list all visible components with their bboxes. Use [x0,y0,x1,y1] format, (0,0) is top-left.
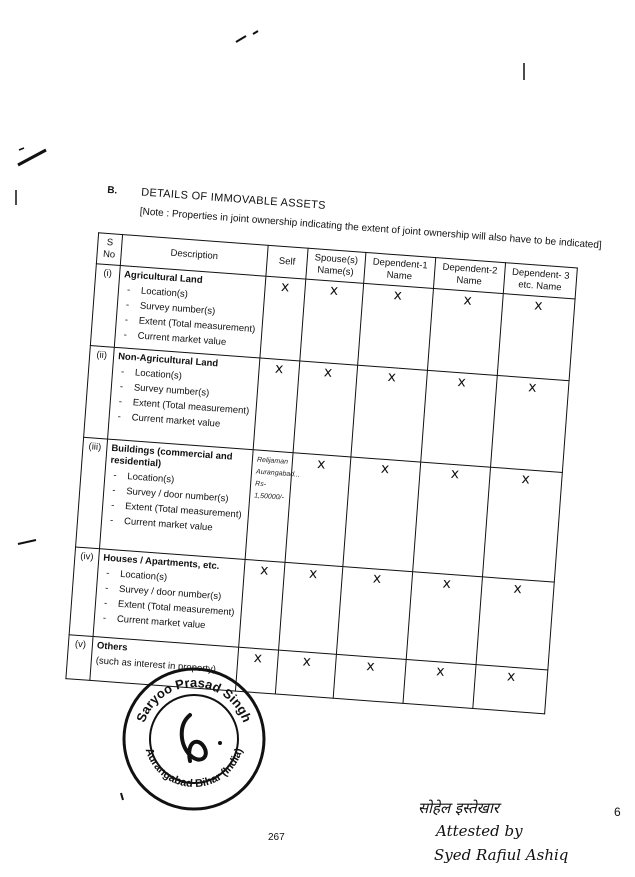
cross-mark: x [482,467,562,582]
header-sno: S No [96,233,122,266]
notary-seal-stamp [120,665,268,813]
cross-mark: x [413,462,491,577]
row-item: - Current market value [106,515,244,537]
row-item: (such as interest in property) [95,655,217,676]
row-item: - Survey number(s) [121,299,259,321]
handwritten-note: Relijaman Aurangabad... Rs-1,50000/- [254,456,301,502]
cross-mark: x [336,567,412,660]
cross-mark: x [351,365,428,462]
row-item: - Location(s) [123,284,261,306]
row-category: Others [96,640,128,654]
row-sno: (ii) [84,346,115,440]
row-description [100,439,254,559]
row-item: - Extent (Total measurement) [107,500,245,522]
row-item: - Location(s) [102,568,240,590]
row-item: - Survey number(s) [115,381,253,403]
signature-line-3: Syed Rafiul Ashiq [434,846,569,864]
row-item: - Location(s) [109,470,247,492]
stamp-signature-mark [182,715,206,761]
cross-mark: x [403,660,476,709]
row-item: - Current market value [119,329,257,351]
immovable-assets-table [65,232,578,714]
stamp-top-text: Saryoo Prasad Singh [133,674,255,725]
row-item: - Current market value [113,411,251,433]
row-sno: (i) [90,264,120,348]
cross-mark: x [275,650,336,698]
row-item: - Current market value [98,612,236,634]
cross-mark: x [421,370,498,467]
row-item: - Extent (Total measurement) [114,396,252,418]
section-title: DETAILS OF IMMOVABLE ASSETS [140,186,327,212]
header-description: Description [120,235,268,277]
page-number: 267 [268,832,285,843]
cross-mark: x [253,358,300,453]
header-self: Self [266,245,308,279]
cross-mark: x [497,294,575,381]
cross-mark: x [300,279,364,365]
header-dependent-3: Dependent- 3 etc. Name [503,263,577,299]
cross-mark: x [333,654,406,703]
section-number: B. [106,184,118,197]
signature-line-2: Attested by [436,822,523,840]
row-sno: (v) [66,635,93,681]
cross-mark: x [239,559,285,650]
cross-mark: x [358,283,434,370]
stamp-bottom-text: Aurangabad Bihar (India) [142,746,246,791]
svg-text:Aurangabad Bihar (India) [143,747,246,791]
row-sno: (iv) [69,547,99,637]
header-spouse: Spouse(s) Name(s) [306,248,366,283]
row-category: Houses / Apartments, etc. [102,552,220,573]
cross-mark: x [473,665,548,714]
row-item: - Extent (Total measurement) [100,597,238,619]
cross-mark: x [285,453,351,567]
cross-mark: x [343,457,421,572]
cross-mark: x [476,577,554,670]
header-dependent-1: Dependent-1 Name [364,252,436,288]
cross-mark: x [260,276,306,361]
cross-mark: x [406,572,482,665]
row-category: Buildings (commercial and residential) [110,442,233,470]
row-sno: (iii) [76,437,108,548]
row-description [108,347,260,449]
row-item: - Extent (Total measurement) [120,314,258,336]
row-category: Agricultural Land [123,269,203,287]
cross-mark: x [235,647,278,694]
attestation-signature [418,796,618,876]
cross-mark: x [279,562,343,654]
row-item: - Survey / door number(s) [101,582,239,604]
cross-mark: x [491,375,570,472]
row-description [93,549,245,647]
row-category: Non-Agricultural Land [117,351,219,370]
signature-line-1: सोहेल इस्तेखार [418,799,499,817]
corner-number: 6 [614,805,621,819]
cross-mark: x [293,361,358,457]
header-dependent-2: Dependent-2 Name [433,258,505,294]
row-item: - Survey / door number(s) [108,485,246,507]
row-description [114,266,266,358]
row-item: - Location(s) [117,366,255,388]
cross-mark: x [427,289,503,376]
section-note: [Note : Properties in joint ownership indicating the extent of joint ownership will also have to be indicated] [139,206,602,252]
